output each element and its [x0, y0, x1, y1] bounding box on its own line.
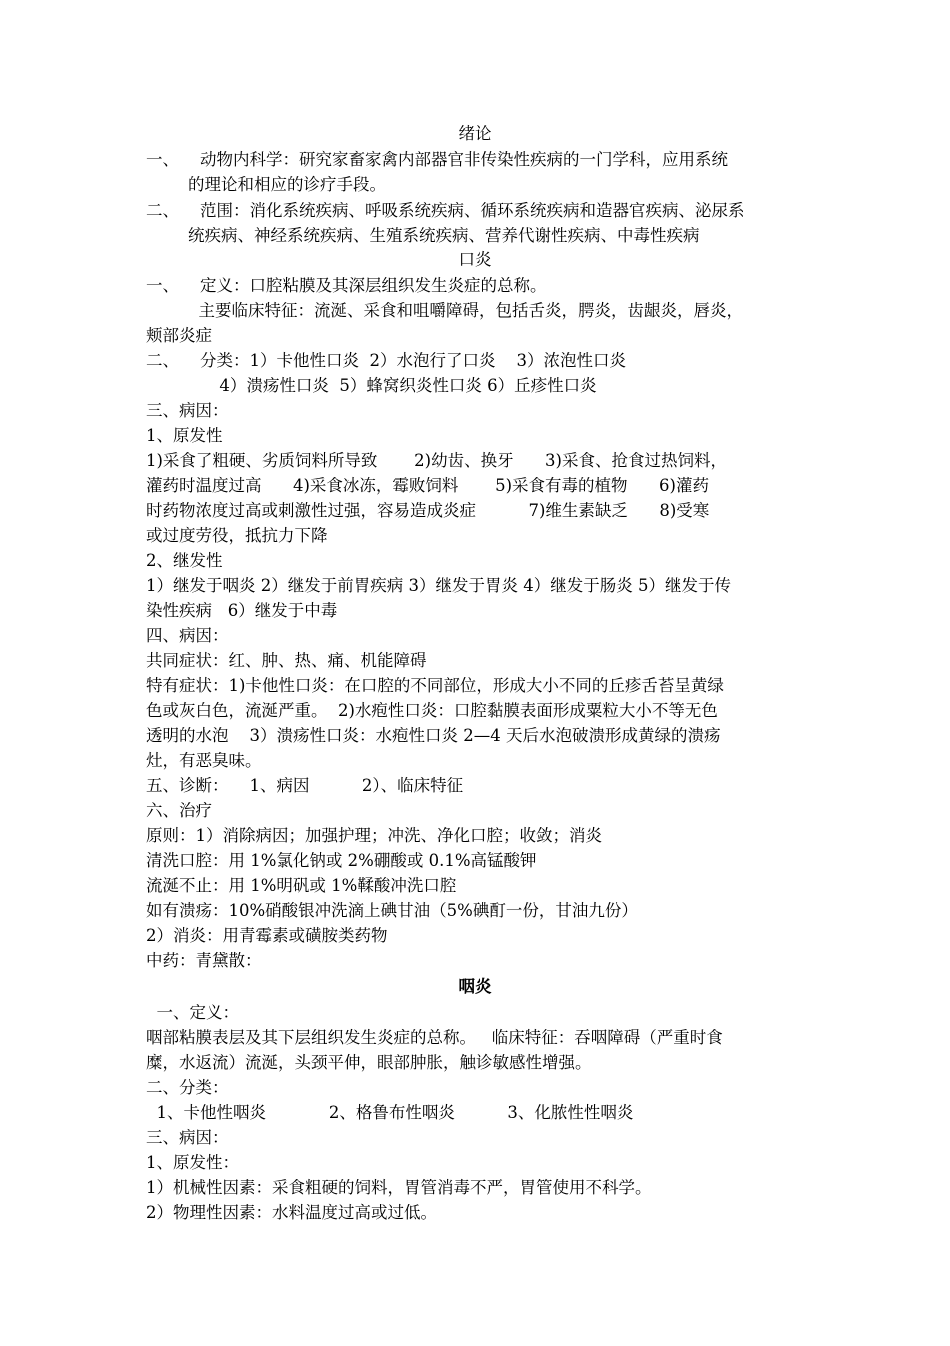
text-line: 1、原发性： [146, 1153, 239, 1172]
text-line: 二、分类： [146, 1078, 229, 1097]
text-line: 六、治疗 [146, 801, 212, 820]
text-line: 统疾病、神经系统疾病、生殖系统疾病、营养代谢性疾病、中毒性疾病 [146, 226, 700, 245]
text-line: 共同症状：红、肿、热、痛、机能障碍 [146, 651, 427, 670]
text-line: 4）溃疡性口炎 5）蜂窝织炎性口炎 6）丘疹性口炎 [146, 376, 597, 395]
text-line: 1、原发性 [146, 426, 223, 445]
text-line: 咽部粘膜表层及其下层组织发生炎症的总称。 临床特征：吞咽障碍（严重时食 [146, 1028, 723, 1047]
heading-introduction: 绪论 [458, 124, 492, 143]
text-line: 主要临床特征：流涎、采食和咀嚼障碍，包括舌炎，腭炎，齿龈炎，唇炎， [146, 301, 743, 320]
text-line: 中药：青黛散： [146, 951, 262, 970]
text-line: 二、 分类：1）卡他性口炎 2）水泡行了口炎 3）浓泡性口炎 [146, 351, 626, 370]
text-line: 糜，水返流）流涎，头颈平伸，眼部肿胀，触诊敏感性增强。 [146, 1053, 592, 1072]
text-line: 一、 定义：口腔粘膜及其深层组织发生炎症的总称。 [146, 276, 547, 295]
text-line: 染性疾病 6）继发于中毒 [146, 601, 338, 620]
heading-pharyngitis: 咽炎 [458, 977, 492, 996]
text-line: 三、病因： [146, 1128, 229, 1147]
text-line: 色或灰白色，流涎严重。 2)水疱性口炎：口腔黏膜表面形成粟粒大小不等无色 [146, 701, 718, 720]
text-line: 或过度劳役，抵抗力下降 [146, 526, 328, 545]
text-line: 2）物理性因素：水料温度过高或过低。 [146, 1203, 437, 1222]
text-line: 四、病因： [146, 626, 229, 645]
text-line: 1）机械性因素：采食粗硬的饲料，胃管消毒不严，胃管使用不科学。 [146, 1178, 652, 1197]
text-line: 一、 动物内科学：研究家畜家禽内部器官非传染性疾病的一门学科，应用系统 [146, 150, 728, 169]
text-line: 透明的水泡 3）溃疡性口炎：水疱性口炎 2—4 天后水泡破溃形成黄绿的溃疡 [146, 726, 721, 745]
text-line: 颊部炎症 [146, 326, 212, 345]
text-line: 特有症状：1)卡他性口炎：在口腔的不同部位，形成大小不同的丘疹舌苔呈黄绿 [146, 676, 724, 695]
text-line: 清洗口腔：用 1%氯化钠或 2%硼酸或 0.1%高锰酸钾 [146, 851, 537, 870]
text-line: 1)采食了粗硬、劣质饲料所导致 2)幼齿、换牙 3)采食、抢食过热饲料， [146, 451, 727, 470]
text-line: 2）消炎：用青霉素或磺胺类药物 [146, 926, 388, 945]
text-line: 如有溃疡：10%硝酸银冲洗滴上碘甘油（5%碘酊一份，甘油九份） [146, 901, 638, 920]
text-line: 一、定义： [146, 1003, 239, 1022]
text-line: 三、病因： [146, 401, 229, 420]
text-line: 灌药时温度过高 4)采食冰冻，霉败饲料 5)采食有毒的植物 6)灌药 [146, 476, 709, 495]
text-line: 灶，有恶臭味。 [146, 751, 262, 770]
text-line: 1、卡他性咽炎 2、格鲁布性咽炎 3、化脓性性咽炎 [146, 1103, 634, 1122]
heading-stomatitis: 口炎 [458, 250, 492, 269]
text-line: 2、继发性 [146, 551, 223, 570]
text-line: 时药物浓度过高或刺激性过强，容易造成炎症 7)维生素缺乏 8)受寒 [146, 501, 710, 520]
text-line: 的理论和相应的诊疗手段。 [146, 175, 386, 194]
text-line: 原则：1）消除病因；加强护理；冲洗、净化口腔；收敛；消炎 [146, 826, 602, 845]
text-line: 五、诊断： 1、病因 2）、临床特征 [146, 776, 464, 795]
text-line: 流涎不止：用 1%明矾或 1%鞣酸冲洗口腔 [146, 876, 457, 895]
text-line: 1）继发于咽炎 2）继发于前胃疾病 3）继发于胃炎 4）继发于肠炎 5）继发于传 [146, 576, 731, 595]
text-line: 二、 范围：消化系统疾病、呼吸系统疾病、循环系统疾病和造器官疾病、泌尿系 [146, 201, 745, 220]
